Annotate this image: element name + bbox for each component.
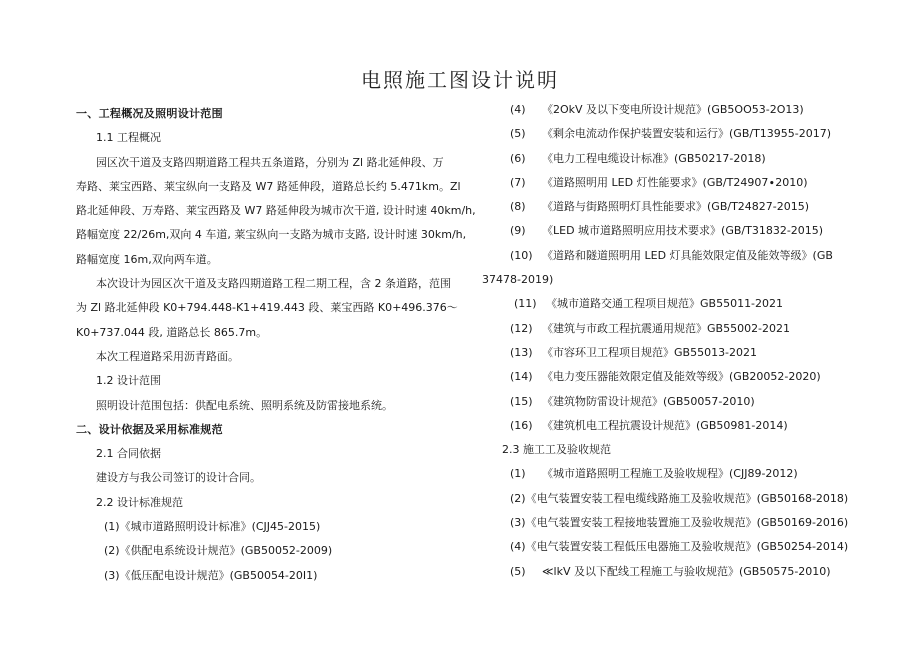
acceptance-ref-4 — [482, 535, 849, 559]
subsection-1-2: 1.2 设计范围 — [96, 374, 161, 388]
overview-line-5: 路幅宽度 16m,双向两车道。 — [76, 252, 218, 266]
scope-line-3: K0+737.044 段, 道路总长 865.7m。 — [76, 325, 268, 339]
ref-text: 《电气装置安装工程接地装置施工及验收规范》(GB50169-2016) — [525, 516, 849, 530]
ref-number: (4) — [510, 540, 526, 554]
ref-number: (6) — [510, 151, 526, 165]
ref-number: (10) — [510, 248, 533, 262]
acceptance-ref-5 — [482, 560, 842, 584]
ref-text: 《道路和隧道照明用 LED 灯具能效限定值及能效等级》(GB — [542, 248, 833, 262]
acceptance-ref-2 — [482, 487, 849, 511]
ref-text: 《道路与街路照明灯具性能要求》(GB/T24827-2015) — [542, 200, 810, 214]
standard-ref-3: (3)《低压配电设计规范》(GB50054-20I1) — [104, 568, 318, 582]
scope-line-2: 为 Zl 路北延伸段 K0+794.448-K1+419.443 段、莱宝西路 K0+496.376～ — [76, 301, 458, 315]
ref-text: 《城市道路照明工程施工及验收规程》(CJJ89-2012) — [542, 467, 798, 481]
ref-text: 《道路照明用 LED 灯性能要求》(GB/T24907∙2010) — [542, 175, 808, 189]
ref-text: 《建筑机电工程抗震设计规范》(GB50981-2014) — [542, 418, 788, 432]
subsection-2-1: 2.1 合同依据 — [96, 447, 161, 461]
ref-number: (7) — [510, 175, 526, 189]
standard-ref-5 — [482, 122, 842, 146]
ref-number: (1) — [510, 467, 526, 481]
ref-text: 《电力工程电缆设计标准》(GB50217-2018) — [542, 151, 766, 165]
section-2-heading: 二、设计依据及采用标准规范 — [76, 422, 223, 436]
ref-text: 《2OkV 及以下变电所设计规范》(GB5OO53-2O13) — [542, 103, 804, 116]
ref-number: (12) — [510, 321, 533, 335]
acceptance-ref-3 — [482, 511, 849, 535]
ref-text: ≪lkV 及以下配线工程施工与验收规范》(GB50575-2010) — [542, 564, 831, 578]
standard-ref-4 — [482, 98, 842, 122]
ref-number: (14) — [510, 370, 533, 384]
ref-text: 《剩余电流动作保护装置安装和运行》(GB/T13955-2017) — [542, 127, 832, 141]
standard-ref-9 — [482, 219, 842, 243]
ref-text: 《建筑与市政工程抗震通用规范》GB55002-2021 — [542, 321, 791, 335]
standard-ref-10 — [482, 244, 842, 268]
right-column — [482, 98, 849, 584]
document-title: 电照施工图设计说明 — [361, 68, 559, 92]
ref-text: 《LED 城市道路照明应用技术要求》(GB/T31832-2015) — [542, 224, 824, 238]
standard-ref-16 — [482, 414, 842, 438]
overview-line-2: 寿路、莱宝西路、莱宝纵向一支路及 W7 路延伸段，道路总长约 5.471km。Zl — [76, 179, 461, 193]
standard-ref-14 — [482, 365, 842, 389]
standard-ref-11 — [482, 292, 842, 316]
ref-text: 《城市道路交通工程项目规范》GB55011-2021 — [546, 297, 784, 311]
standard-ref-10-continuation: 37478-2019) — [482, 273, 554, 287]
ref-number: (3) — [510, 516, 526, 530]
standard-ref-7 — [482, 171, 842, 195]
pavement-line: 本次工程道路采用沥青路面。 — [96, 349, 239, 363]
subsection-1-1: 1.1 工程概况 — [96, 131, 161, 145]
ref-number: (2) — [510, 491, 526, 505]
ref-text: 《电气装置安装工程低压电器施工及验收规范》(GB50254-2014) — [525, 540, 849, 554]
overview-line-3: 路北延伸段、万寿路、莱宝西路及 W7 路延伸段为城市次干道, 设计时速 40km/h, — [76, 204, 476, 218]
standard-ref-1: (1)《城市道路照明设计标准》(CJJ45-2015) — [104, 520, 321, 534]
overview-line-1: 园区次干道及支路四期道路工程共五条道路，分别为 Zl 路北延伸段、万 — [96, 155, 444, 169]
ref-text: 《建筑物防雷设计规范》(GB50057-2010) — [542, 394, 755, 408]
ref-number: (8) — [510, 200, 526, 214]
standard-ref-13 — [482, 341, 842, 365]
subsection-2-3: 2.3 施工工及验收规范 — [502, 443, 611, 457]
ref-number: (15) — [510, 394, 533, 408]
section-1-heading: 一、工程概况及照明设计范围 — [76, 107, 223, 120]
ref-text: 《电力变压器能效限定值及能效等级》(GB20052-2020) — [542, 370, 821, 384]
ref-number: (9) — [510, 224, 526, 238]
scope-line-1: 本次设计为园区次干道及支路四期道路工程二期工程，含 2 条道路，范围 — [96, 277, 451, 291]
ref-number: (5) — [510, 127, 526, 141]
ref-text: 《市容环卫工程项目规范》GB55013-2021 — [542, 345, 758, 359]
ref-text: 《电气装置安装工程电缆线路施工及验收规范》(GB50168-2018) — [525, 491, 849, 505]
standard-ref-8 — [482, 195, 842, 219]
ref-number: (11) — [514, 297, 537, 311]
overview-line-4: 路幅宽度 22/26m,双向 4 车道, 莱宝纵向一支路为城市支路, 设计时速 30km/h, — [76, 228, 467, 242]
standard-ref-12 — [482, 317, 842, 341]
ref-number: (4) — [510, 103, 526, 116]
standard-ref-15 — [482, 390, 842, 414]
ref-number: (16) — [510, 418, 533, 432]
ref-number: (5) — [510, 564, 526, 578]
subsection-2-2: 2.2 设计标准规范 — [96, 495, 183, 509]
standard-ref-6 — [482, 147, 842, 171]
left-column — [76, 102, 476, 588]
ref-number: (13) — [510, 345, 533, 359]
design-scope-line: 照明设计范围包括：供配电系统、照明系统及防雷接地系统。 — [96, 398, 393, 412]
standard-ref-2: (2)《供配电系统设计规范》(GB50052-2009) — [104, 544, 333, 558]
acceptance-ref-1 — [482, 462, 842, 486]
contract-line: 建设方与我公司签订的设计合同。 — [96, 471, 261, 485]
